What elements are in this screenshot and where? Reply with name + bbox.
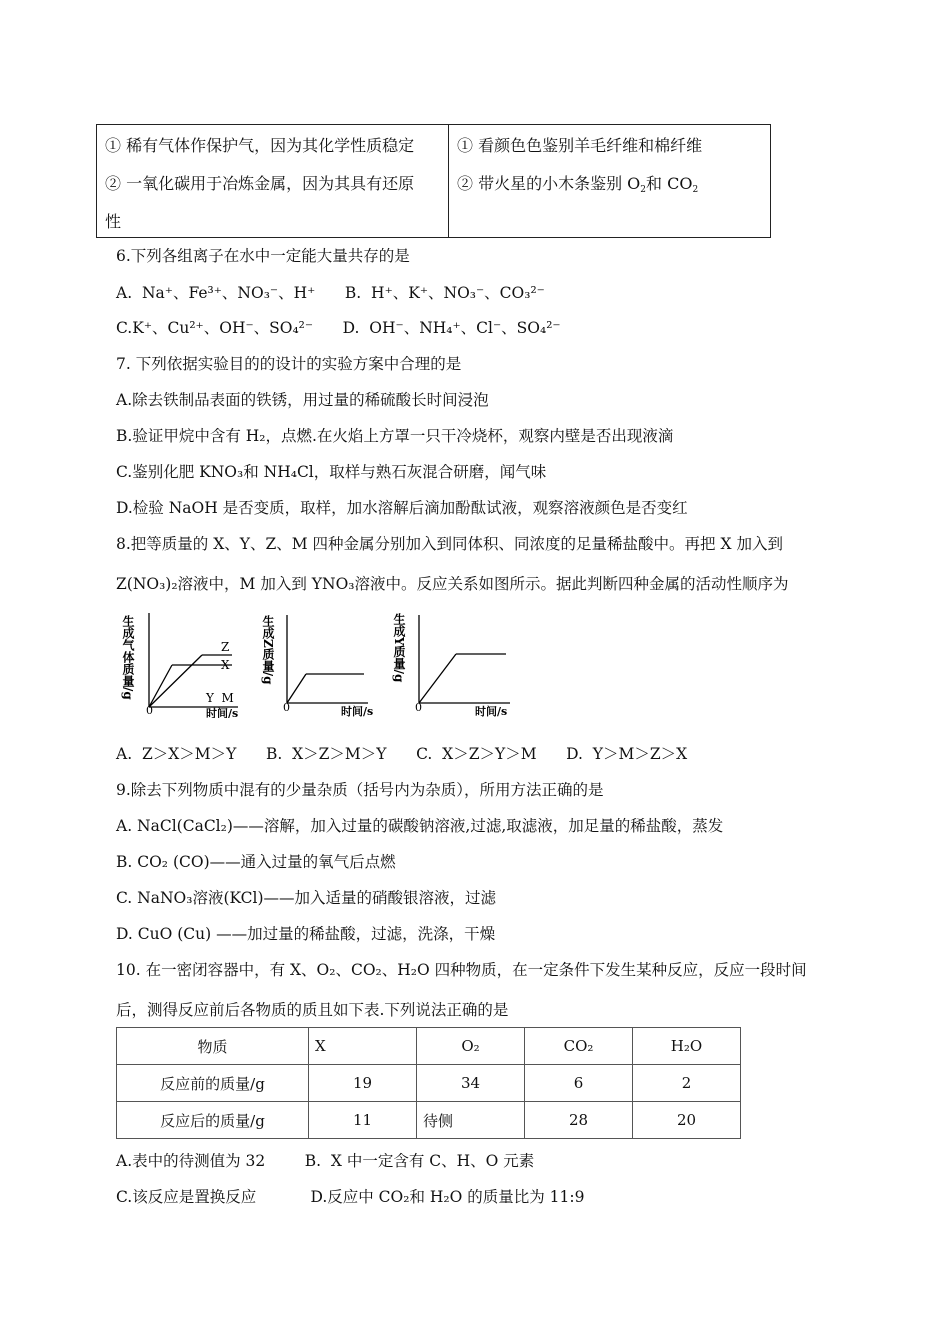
box-left-line: ② 一氧化碳用于冶炼金属，因为其具有还原 (105, 174, 415, 193)
q6-option-b: B. H⁺、K⁺、NO₃⁻、CO₃²⁻ (344, 284, 545, 302)
y-axis-label: 生成气体质量/g (121, 615, 135, 700)
text-part: 和 CO (646, 174, 693, 193)
subscript: 2 (640, 185, 647, 195)
q8-options (116, 742, 687, 764)
q10-option-d: D.反应中 CO₂和 H₂O 的质量比为 11:9 (310, 1188, 585, 1206)
q7-option-a: A.除去铁制品表面的铁锈，用过量的稀硫酸长时间浸泡 (116, 391, 489, 409)
origin-label: 0 (146, 704, 153, 717)
text-part: ② 带火星的小木条鉴别 O (457, 174, 641, 193)
q10-stem-line1: 10. 在一密闭容器中，有 X、O₂、CO₂、H₂O 四种物质，在一定条件下发生某种反应，反应一段时间 (116, 961, 807, 979)
label-ym: Y M (206, 691, 234, 705)
curve (287, 674, 306, 703)
box-left-line: 性 (105, 212, 122, 231)
q6-option-a: A. Na⁺、Fe³⁺、NO₃⁻、H⁺ (116, 284, 316, 302)
origin-label: 0 (415, 701, 422, 714)
q9-option-c: C. NaNO₃溶液(KCl)——加入适量的硝酸银溶液，过滤 (116, 889, 497, 907)
label-x: X (221, 658, 230, 672)
q9-option-b: B. CO₂ (CO)——通入过量的氧气后点燃 (116, 853, 396, 871)
q10-options-cd (116, 1185, 585, 1207)
q10-option-b: B. X 中一定含有 C、H、O 元素 (304, 1152, 535, 1170)
table-cell: 20 (633, 1102, 741, 1139)
box-right-cell (449, 125, 770, 237)
q9-option-a: A. NaCl(CaCl₂)——溶解，加入过量的碳酸钠溶液,过滤,取滤液，加足量的稀盐酸，蒸发 (116, 817, 724, 835)
q7-option-d: D.检验 NaOH 是否变质，取样，加水溶解后滴加酚酞试液，观察溶液颜色是否变红 (116, 499, 688, 517)
comparison-box (96, 124, 771, 238)
table-cell: 6 (525, 1065, 633, 1102)
q10-option-c: C.该反应是置换反应 (116, 1188, 257, 1206)
table-header-row (117, 1028, 741, 1065)
table-row (117, 1102, 741, 1139)
q6-options-cd (116, 316, 561, 338)
mass-table (116, 1027, 741, 1139)
q6-stem: 6.下列各组离子在水中一定能大量共存的是 (116, 247, 410, 265)
box-left-line: ① 稀有气体作保护气，因为其化学性质稳定 (105, 136, 415, 155)
y-axis-label: 生成Y质量/g (392, 613, 406, 683)
table-cell: X (309, 1028, 417, 1065)
q8-options-text: A. Z＞X＞M＞Y B. X＞Z＞M＞Y C. X＞Z＞Y＞M D. Y＞M＞Z＞X (116, 745, 688, 763)
q7-stem: 7. 下列依据实验目的的设计的实验方案中合理的是 (116, 355, 462, 373)
origin-label: 0 (283, 701, 290, 714)
table-cell: O₂ (417, 1028, 525, 1065)
curve (419, 654, 456, 703)
q9-option-d: D. CuO (Cu) ——加过量的稀盐酸，过滤，洗涤，干燥 (116, 925, 496, 943)
q6-option-c: C.K⁺、Cu²⁺、OH⁻、SO₄²⁻ (116, 319, 314, 337)
table-cell: 11 (309, 1102, 417, 1139)
table-cell: 34 (417, 1065, 525, 1102)
x-axis-label: 时间/s (341, 705, 374, 718)
q10-options-ab (116, 1149, 534, 1171)
q9-stem: 9.除去下列物质中混有的少量杂质（括号内为杂质），所用方法正确的是 (116, 781, 604, 799)
curve-slow (149, 655, 202, 707)
table-cell: 19 (309, 1065, 417, 1102)
label-z: Z (221, 640, 230, 654)
box-right-line: ① 看颜色色鉴别羊毛纤维和棉纤维 (457, 136, 703, 155)
table-cell: CO₂ (525, 1028, 633, 1065)
q7-option-b: B.验证甲烷中含有 H₂，点燃.在火焰上方罩一只干冷烧杯，观察内壁是否出现液滴 (116, 427, 674, 445)
q7-option-c: C.鉴别化肥 KNO₃和 NH₄Cl，取样与熟石灰混合研磨，闻气味 (116, 463, 547, 481)
q8-stem-line2: Z(NO₃)₂溶液中，M 加入到 YNO₃溶液中。反应关系如图所示。据此判断四种金属的活动性顺序为 (116, 575, 789, 593)
curve-fast (149, 665, 172, 707)
x-axis-label: 时间/s (206, 707, 239, 718)
q10-stem-line2: 后，测得反应前后各物质的质且如下表.下列说法正确的是 (116, 1001, 509, 1019)
q6-options-ab (116, 281, 545, 303)
table-row (117, 1065, 741, 1102)
table-cell: 28 (525, 1102, 633, 1139)
table-cell: 物质 (117, 1028, 309, 1065)
q8-graphs (120, 603, 520, 718)
q8-stem-line1: 8.把等质量的 X、Y、Z、M 四种金属分别加入到同体积、同浓度的足量稀盐酸中。再把 X 加入到 (116, 535, 783, 553)
x-axis-label: 时间/s (475, 705, 508, 718)
q6-option-d: D. OH⁻、NH₄⁺、Cl⁻、SO₄²⁻ (342, 319, 561, 337)
table-cell: 待侧 (417, 1102, 525, 1139)
graph-gas-mass (121, 613, 238, 718)
graph-y-mass (392, 612, 510, 718)
box-left-cell (97, 125, 449, 237)
y-axis-label: 生成Z质量/g (261, 615, 275, 685)
table-cell: 2 (633, 1065, 741, 1102)
q10-option-a: A.表中的待测值为 32 (116, 1152, 266, 1170)
subscript: 2 (692, 185, 699, 195)
table-cell: H₂O (633, 1028, 741, 1065)
table-cell: 反应前的质量/g (117, 1065, 309, 1102)
table-cell: 反应后的质量/g (117, 1102, 309, 1139)
box-right-line (457, 165, 762, 209)
graph-z-mass (261, 614, 373, 718)
